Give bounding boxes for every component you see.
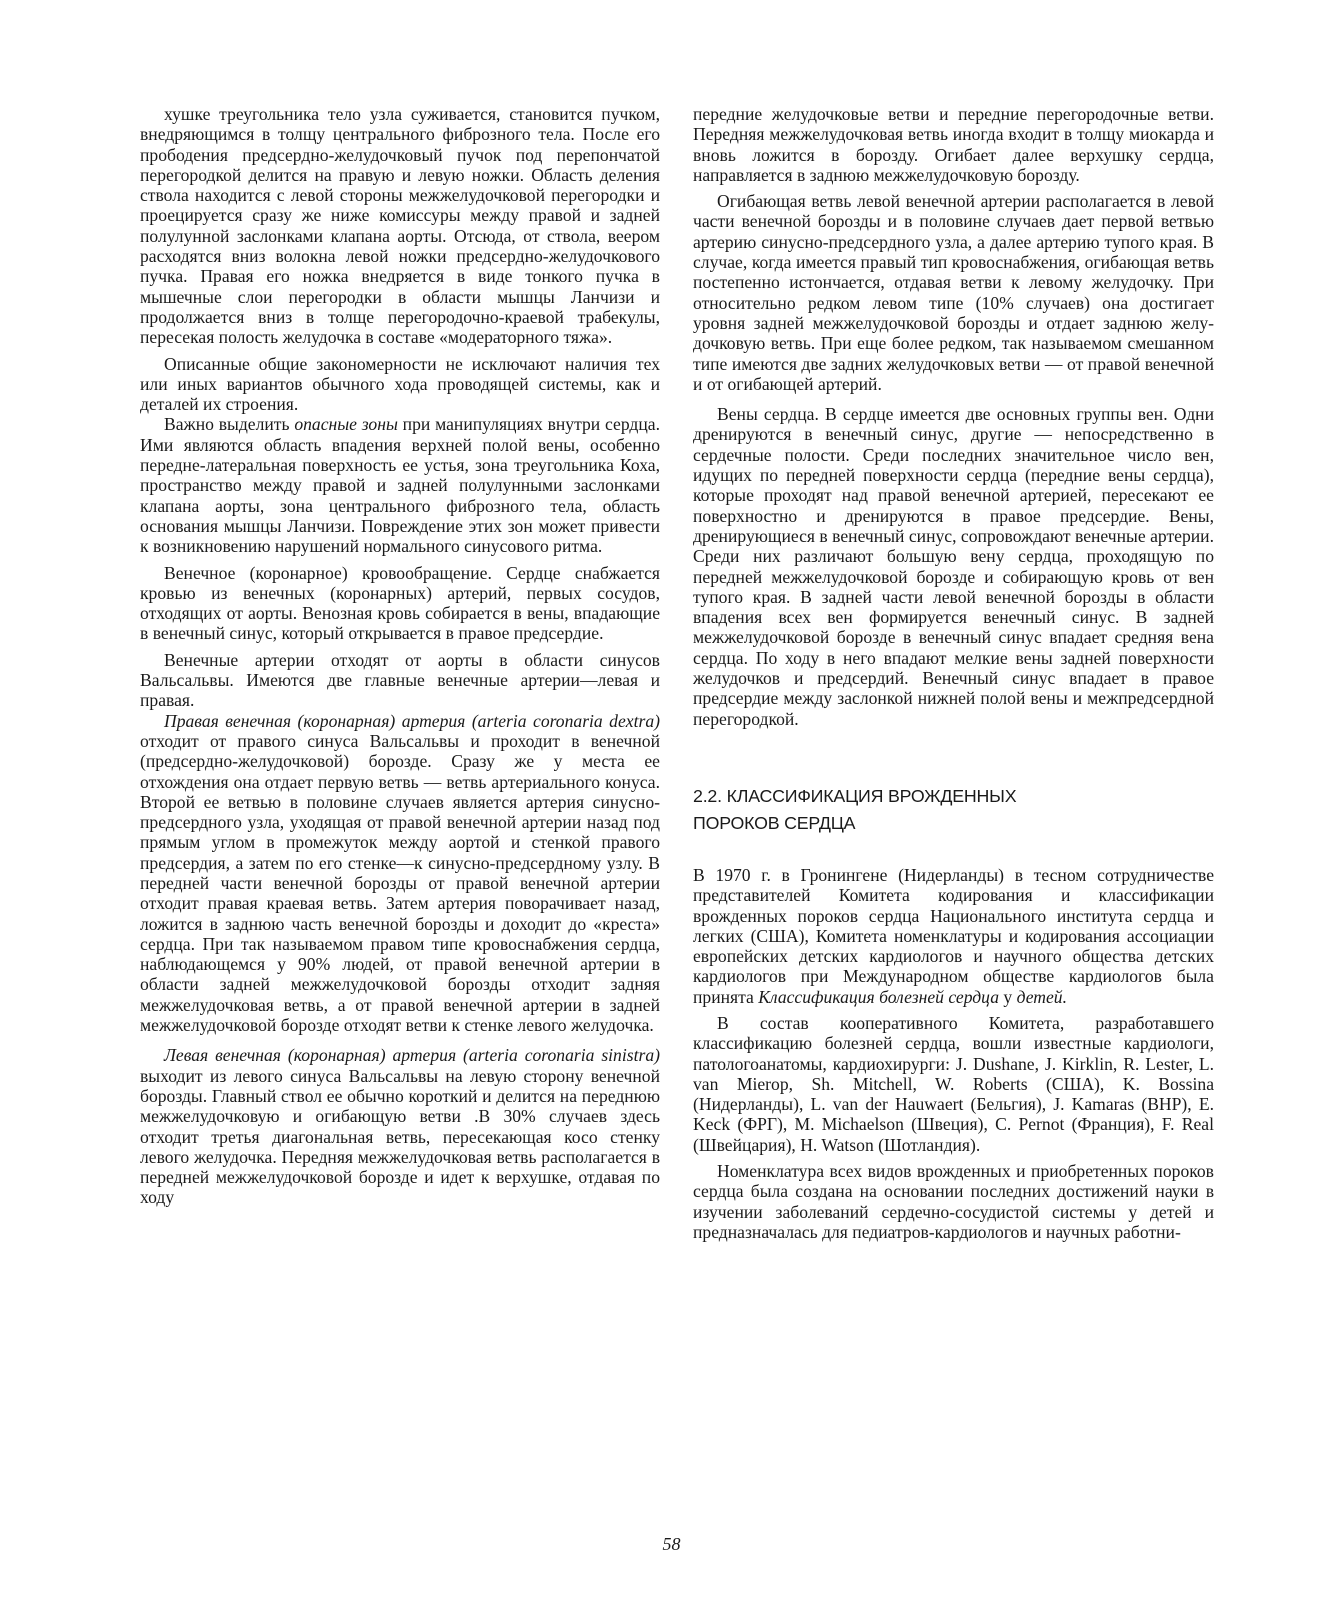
paragraph: Вены сердца. В сердце имеется две основных группы вен. Одни дренируются в венечный синус, другие — непосредственно в сердечные полости. Среди последних значительное число вен, идущих по передней поверхности сердца (передние вены сердца), которые проходят над правой венечной артерией, пересекают ее поверхностно и дренируются в правое предсердие. Вены, дренирующиеся в венечный синус, сопровождают венечные артерии. Среди них различают большую вену сердца, проходящую по передней межжелудочковой борозде и собирающую кровь от вен тупого края. В задней части левой венечной борозды в области впадения всех вен формируется венечный синус. В задней межжелудочковой борозде в венечный синус впадает средняя вена сердца. По ходу в него впадают мелкие вены задней поверхности желудочков и предсердий. Венечный синус впадает в правое предсердие между заслонкой нижней полой вены и межпредсердной перегородкой. xyxy=(693,404,1214,729)
emphasis: Правая венечная (коронарная) артерия (arteria coronaria dextra) xyxy=(164,710,660,731)
paragraph: Важно выделить опасные зоны при манипуляциях внутри сердца. Ими являются область впадения верхней полой вены, особенно передне-латеральная поверхность ее устья, зона треугольника Коха, пространство между правой и задней полулунными заслонками клапана аорты, зона центрального фиброзного тела, область основания мышцы Ланчизи. Повреждение этих зон может привести к возникновению нарушений нормального синусового ритма. xyxy=(140,414,660,557)
emphasis: Левая венечная (коронарная) артерия (arteria coronaria sinistra) xyxy=(164,1045,660,1066)
paragraph: Номенклатура всех видов врожденных и приобретенных пороков сердца была создана на основании последних достижений науки в изучении заболеваний сердечно-сосудистой системы у детей и предназначалась для педиатров-кардиологов и научных работни- xyxy=(693,1161,1214,1242)
paragraph: Описанные общие закономерности не исключают наличия тех или иных вариантов обычного хода проводящей системы, как и деталей их строения. xyxy=(140,353,660,415)
page-number: 58 xyxy=(662,1534,681,1554)
section-heading-line: 2.2. КЛАССИФИКАЦИЯ ВРОЖДЕННЫХ xyxy=(693,785,1017,806)
paragraph: Венечные артерии отходят от аорты в области синусов Вальсальвы. Имеются две главные венечные артерии—левая и правая. xyxy=(140,649,660,711)
right-column xyxy=(693,104,1214,1242)
emphasis: детей. xyxy=(1016,986,1067,1007)
paragraph: передние желудочковые ветви и передние перегородочные ветви. Передняя межжелудочковая ветвь иногда входит в толщу миокарда и вновь ложится в борозду. Огибает далее верхушку сердца, направляется в заднюю межжелудочковую борозду. xyxy=(693,104,1214,185)
paragraph: Левая венечная (коронарная) артерия (arteria coronaria sinistra) выходит из левого синуса Вальсальвы на левую сторону венечной борозды. Главный ствол ее обычно короткий и делится на переднюю межжелудочковую и огибающую ветви .В 30% случаев здесь отходит третья диагональная ветвь, пересекающая косо стенку левого желудочка. Передняя межжелудочковая ветвь располагается в передней межжелудочковой борозде и идет к верхушке, отдавая по ходу xyxy=(140,1045,660,1208)
paragraph: Огибающая ветвь левой венечной артерии располагается в левой части венечной борозды и в половине случаев дает первой ветвью артерию синусно-предсердного узла, а далее артерию тупого края. В случае, когда имеется правый тип кровоснабжения, огибающая ветвь постепенно истончается, отдавая ветви к левому желудочку. При относительно редком левом типе (10% случаев) она достигает уровня задней межжелудочковой борозды и отдает заднюю желудочковую ветвь. При еще более редком, так называемом смешанном типе имеются две задних желудочковых ветви — от правой венечной и от огибающей артерий. xyxy=(693,191,1214,394)
paragraph: Правая венечная (коронарная) артерия (arteria coronaria dextra) отходит от правого синуса Вальсальвы и проходит в венечной (предсердно-желудочковой) борозде. Сразу же у места ее отхождения она отдает первую ветвь — ветвь артериального конуса. Второй ее ветвью в половине случаев является артерия синусно-предсердного узла, уходящая от правой венечной артерии назад под прямым углом в промежуток между аортой и стенкой правого предсердия, а затем по его стенке—к синусно-предсердному узлу. В передней части венечной борозды от правой венечной артерии отходит правая краевая ветвь. Затем артерия поворачивает назад, ложится в заднюю часть венечной борозды и доходит до «креста» сердца. При так называемом правом типе кровоснабжения сердца, наблюдающемся у 90% людей, от правой венечной артерии в области задней межжелудочковой борозды отходит задняя межжелудочковая ветвь, а от правой венечной артерии в задней межжелудочковой борозде отходят ветви к стенке левого желудочка. xyxy=(140,710,660,1036)
emphasis: опасные зоны xyxy=(294,414,398,435)
paragraph: В состав кооперативного Комитета, разработавшего классификацию болезней сердца, вошли известные кардиологи, патологоанатомы, кардиохирурги: J. Dushane, J. Kirklin, R. Lester, L. van Mierop, Sh. Mitchell, W. Roberts (США), K. Bossina (Нидерланды), L. van der Hauwaert (Бельгия), J. Kamaras (ВНР), E. Keck (ФРГ), M. Michaelson (Швеция), C. Pernot (Франция), F. Real (Швейцария), H. Watson (Шотландия). xyxy=(693,1012,1214,1155)
left-column xyxy=(140,104,660,1208)
section-heading xyxy=(693,783,1214,837)
paragraph: В 1970 г. в Гронингене (Нидерланды) в тесном сотрудничестве представителей Комитета кодирования и классификации врожденных пороков сердца Национального института сердца и легких (США), Комитета номенклатуры и кодирования ассоциации европейских детских кардиологов и научного общества детских кардиологов при Международном обществе кардиологов была принята Классификация болезней сердца у детей. xyxy=(693,864,1214,1007)
emphasis: Классификация болезней сердца xyxy=(758,986,999,1007)
paragraph: Венечное (коронарное) кровообращение. Сердце снабжается кровью из венечных (коронарных) артерий, первых сосудов, отходящих от аорты. Венозная кровь собирается в вены, впадающие в венечный синус, который открывается в правое предсердие. xyxy=(140,562,660,644)
section-heading-line: ПОРОКОВ СЕРДЦА xyxy=(693,812,856,833)
paragraph: хушке треугольника тело узла суживается, становится пучком, внедряющимся в толщу центрального фиброзного тела. После его прободения предсердно-желудочковый пучок под перепончатой перегородкой делится на правую и левую ножки. Область деления ствола находится с левой стороны межжелудочковой перегородки и проецируется сразу же ниже комиссуры между правой и задней полулунной заслонками клапана аорты. Отсюда, от ствола, веером расходятся вниз волокна левой ножки предсердно-желудочкового пучка. Правая его ножка внедряется в виде тонкого пучка в мышечные слои перегородки в области мышцы Ланчизи и продолжается вниз в толще перегородочно-краевой трабекулы, пересекая полость желудочка в составе «модераторного тяжа». xyxy=(140,104,660,348)
